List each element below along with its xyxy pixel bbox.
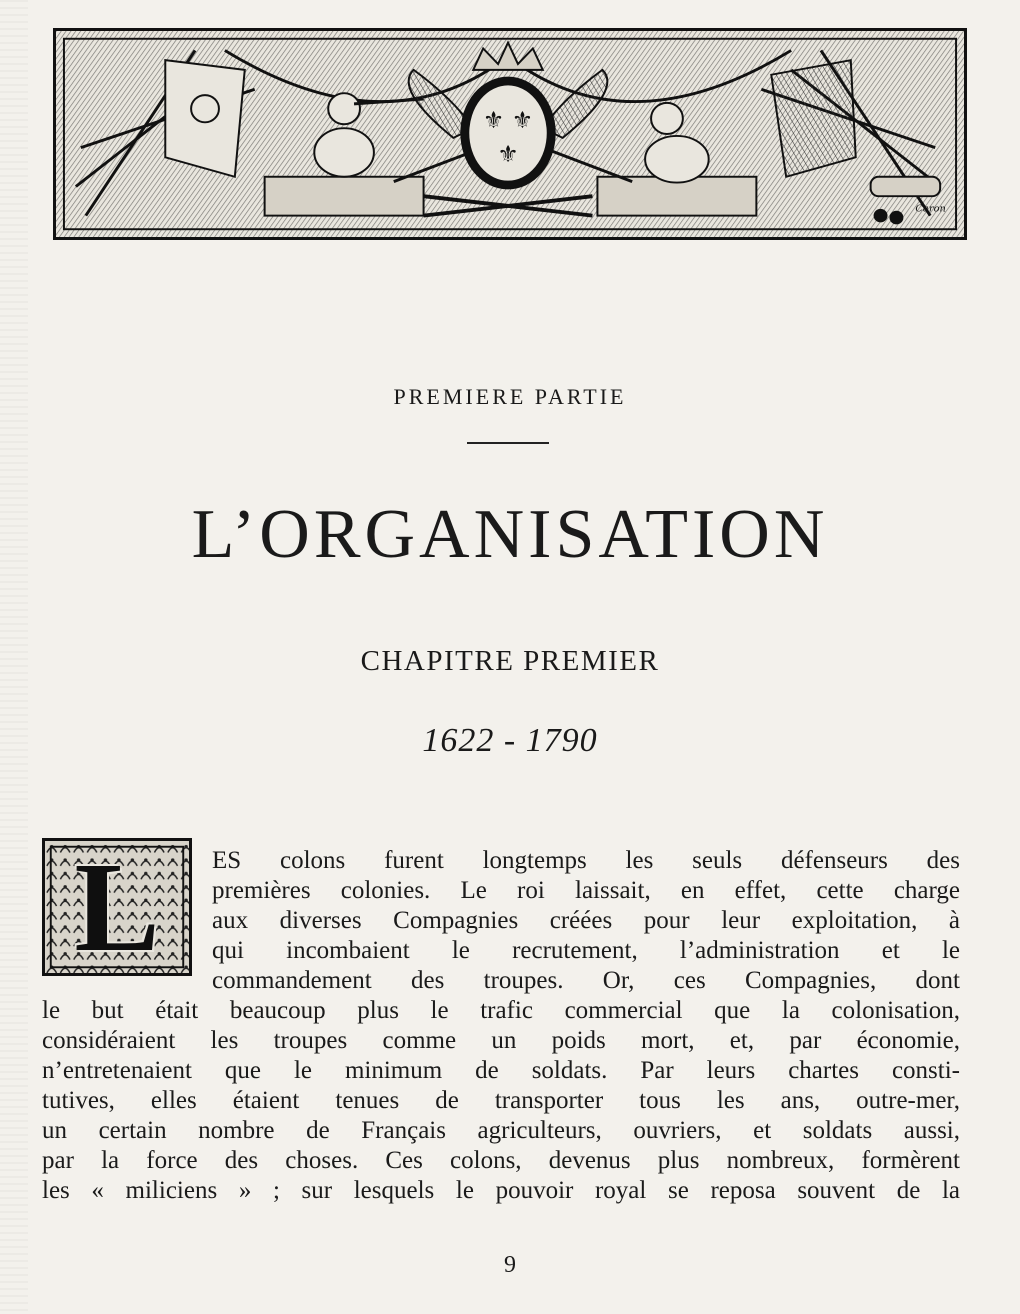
body-line: commandement des troupes. Or, ces Compagnies, dont [212,967,960,994]
svg-text:⚜ ⚜: ⚜ ⚜ [482,106,534,135]
svg-text:⚜: ⚜ [497,140,519,169]
headpiece-engraving [56,31,964,237]
page-number: 9 [504,1252,516,1278]
body-line: aux diverses Compagnies créées pour leur exploitation, à [212,907,960,934]
body-line: un certain nombre de Français agriculteurs, ouvriers, et soldats aussi, [42,1117,960,1144]
body-line: ES colons furent longtemps les seuls défenseurs des [212,847,960,874]
svg-text:Caron: Caron [915,203,946,215]
body-line: le but était beaucoup plus le trafic commercial que la colonisation, [42,997,960,1024]
drop-cap-letter: L [74,838,160,976]
title-divider [467,442,549,444]
body-line: premières colonies. Le roi laissait, en effet, cette charge [212,877,960,904]
body-line: les « miliciens » ; sur lesquels le pouvoir royal se reposa souvent de la [42,1177,960,1204]
royal-coat-of-arms-engraving-icon [53,28,967,240]
part-title: PREMIERE PARTIE [393,384,627,409]
body-line: considéraient les troupes comme un poids mort, et, par économie, [42,1027,960,1054]
body-line: qui incombaient le recrutement, l’administration et le [212,937,960,964]
chapter-title: CHAPITRE PREMIER [360,645,660,677]
main-title: L’ORGANISATION [191,496,829,573]
chapter-dates: 1622 - 1790 [422,722,598,759]
body-line: par la force des choses. Ces colons, devenus plus nombreux, formèrent [42,1147,960,1174]
drop-cap [42,838,192,976]
body-line: tutives, elles étaient tenues de transporter tous les ans, outre-mer, [42,1087,960,1114]
body-line: n’entretenaient que le minimum de soldats. Par leurs chartes consti- [42,1057,960,1084]
